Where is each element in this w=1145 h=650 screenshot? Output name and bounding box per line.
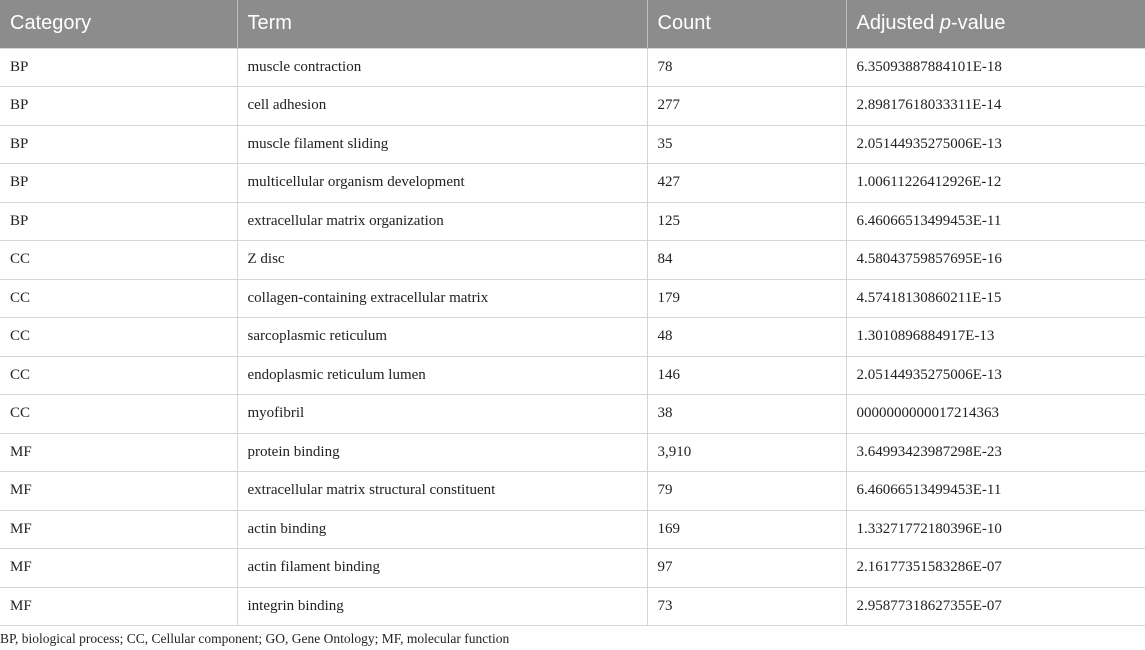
cell-pvalue: 2.05144935275006E-13 xyxy=(846,125,1145,164)
cell-count: 48 xyxy=(647,318,846,357)
table-row xyxy=(0,318,1145,357)
cell-category: BP xyxy=(0,87,237,126)
table-row xyxy=(0,433,1145,472)
table-row xyxy=(0,279,1145,318)
cell-category: BP xyxy=(0,164,237,203)
table-row xyxy=(0,587,1145,626)
cell-term: cell adhesion xyxy=(237,87,647,126)
cell-term: sarcoplasmic reticulum xyxy=(237,318,647,357)
cell-term: collagen-containing extracellular matrix xyxy=(237,279,647,318)
cell-category: MF xyxy=(0,587,237,626)
table-row xyxy=(0,87,1145,126)
table-row xyxy=(0,395,1145,434)
cell-pvalue: 1.3010896884917E-13 xyxy=(846,318,1145,357)
cell-count: 169 xyxy=(647,510,846,549)
cell-term: actin filament binding xyxy=(237,549,647,588)
cell-category: CC xyxy=(0,241,237,280)
cell-category: MF xyxy=(0,472,237,511)
cell-pvalue: 2.95877318627355E-07 xyxy=(846,587,1145,626)
cell-count: 146 xyxy=(647,356,846,395)
cell-pvalue: 6.46066513499453E-11 xyxy=(846,472,1145,511)
cell-count: 427 xyxy=(647,164,846,203)
cell-count: 79 xyxy=(647,472,846,511)
cell-category: MF xyxy=(0,510,237,549)
cell-pvalue: 2.16177351583286E-07 xyxy=(846,549,1145,588)
cell-term: integrin binding xyxy=(237,587,647,626)
cell-term: muscle filament sliding xyxy=(237,125,647,164)
table-row xyxy=(0,356,1145,395)
header-category: Category xyxy=(0,0,237,48)
cell-count: 38 xyxy=(647,395,846,434)
cell-pvalue: 1.00611226412926E-12 xyxy=(846,164,1145,203)
cell-category: BP xyxy=(0,202,237,241)
cell-count: 35 xyxy=(647,125,846,164)
cell-category: BP xyxy=(0,48,237,87)
table-footnote: BP, biological process; CC, Cellular component; GO, Gene Ontology; MF, molecular function xyxy=(0,631,510,646)
cell-count: 125 xyxy=(647,202,846,241)
header-pvalue-suffix: -value xyxy=(951,12,1006,35)
table-row xyxy=(0,510,1145,549)
cell-pvalue: 1.33271772180396E-10 xyxy=(846,510,1145,549)
cell-pvalue: 0000000000017214363 xyxy=(846,395,1145,434)
header-pvalue-prefix: Adjusted xyxy=(856,12,940,35)
cell-pvalue: 4.57418130860211E-15 xyxy=(846,279,1145,318)
cell-category: MF xyxy=(0,433,237,472)
cell-pvalue: 2.89817618033311E-14 xyxy=(846,87,1145,126)
cell-term: endoplasmic reticulum lumen xyxy=(237,356,647,395)
cell-pvalue: 2.05144935275006E-13 xyxy=(846,356,1145,395)
table-row xyxy=(0,202,1145,241)
table-row xyxy=(0,125,1145,164)
cell-category: BP xyxy=(0,125,237,164)
header-count: Count xyxy=(647,0,846,48)
cell-category: MF xyxy=(0,549,237,588)
cell-category: CC xyxy=(0,395,237,434)
cell-category: CC xyxy=(0,356,237,395)
cell-pvalue: 6.46066513499453E-11 xyxy=(846,202,1145,241)
cell-term: Z disc xyxy=(237,241,647,280)
cell-count: 3,910 xyxy=(647,433,846,472)
cell-term: myofibril xyxy=(237,395,647,434)
table-row xyxy=(0,48,1145,87)
header-row xyxy=(0,0,1145,48)
cell-term: muscle contraction xyxy=(237,48,647,87)
header-pvalue-italic: p xyxy=(939,12,952,35)
cell-term: multicellular organism development xyxy=(237,164,647,203)
header-adjusted-p-value xyxy=(846,0,1145,48)
cell-category: CC xyxy=(0,318,237,357)
table-row xyxy=(0,241,1145,280)
cell-pvalue: 4.58043759857695E-16 xyxy=(846,241,1145,280)
cell-count: 277 xyxy=(647,87,846,126)
table-row xyxy=(0,472,1145,511)
cell-term: protein binding xyxy=(237,433,647,472)
cell-category: CC xyxy=(0,279,237,318)
cell-term: extracellular matrix structural constituent xyxy=(237,472,647,511)
cell-term: actin binding xyxy=(237,510,647,549)
cell-count: 179 xyxy=(647,279,846,318)
cell-count: 73 xyxy=(647,587,846,626)
cell-pvalue: 6.35093887884101E-18 xyxy=(846,48,1145,87)
cell-count: 78 xyxy=(647,48,846,87)
header-term: Term xyxy=(237,0,647,48)
cell-term: extracellular matrix organization xyxy=(237,202,647,241)
cell-count: 97 xyxy=(647,549,846,588)
cell-count: 84 xyxy=(647,241,846,280)
table-row xyxy=(0,164,1145,203)
cell-pvalue: 3.64993423987298E-23 xyxy=(846,433,1145,472)
table-row xyxy=(0,549,1145,588)
